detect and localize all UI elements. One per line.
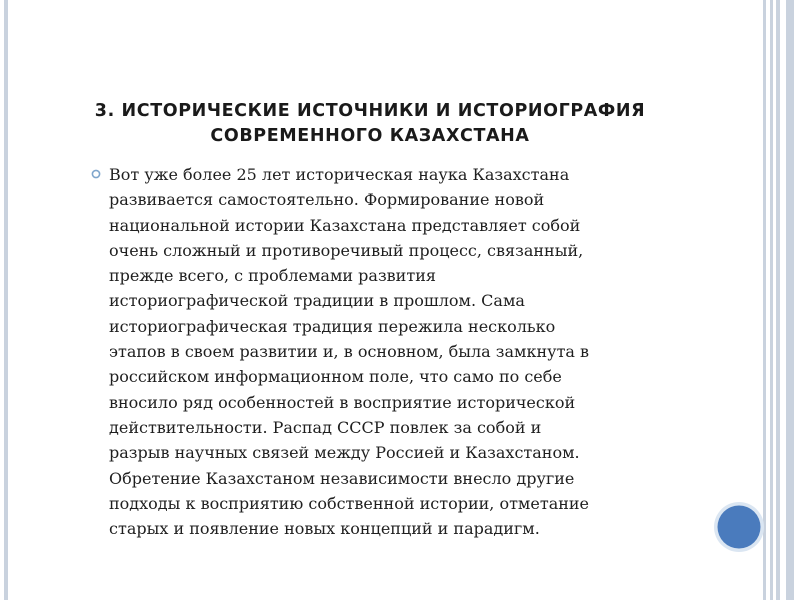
slide-title-line: 3. ИСТОРИЧЕСКИЕ ИСТОЧНИКИ И ИСТОРИОГРАФИЯ (94, 101, 646, 121)
body-line: очень сложный и противоречивый процесс, связанный, (109, 240, 584, 260)
slide-title (30, 99, 710, 149)
body-line: Обретение Казахстаном независимости внесло другие (109, 468, 575, 488)
right-border-stripe (786, 0, 794, 600)
body-line: прежде всего, с проблемами развития (109, 266, 436, 286)
right-border-stripe (770, 0, 773, 600)
right-border-stripe (776, 0, 780, 600)
body-line: Вот уже более 25 лет историческая наука Казахстана (109, 165, 570, 184)
body-paragraph (109, 162, 699, 541)
body-line: подходы к восприятию собственной истории, отметание (109, 493, 590, 513)
slide-title-line: СОВРЕМЕННОГО КАЗАХСТАНА (210, 126, 530, 146)
left-border-stripe (4, 0, 8, 600)
body-line: российском информационном поле, что само по себе (109, 367, 562, 387)
body-line: этапов в своем развитии и, в основном, была замкнута в (109, 342, 590, 362)
body-line: разрыв научных связей между Россией и Казахстаном. (109, 443, 580, 463)
body-line: историографическая традиция пережила несколько (109, 316, 556, 336)
decorative-circle-icon (713, 501, 765, 553)
body-line: развивается самостоятельно. Формирование новой (109, 190, 545, 210)
body-line: вносило ряд особенностей в восприятие исторической (109, 392, 576, 412)
bullet-circle-icon (91, 169, 101, 179)
body-line: национальной истории Казахстана представляет собой (109, 215, 581, 235)
body-line: действительности. Распад СССР повлек за собой и (109, 417, 542, 437)
body-line: старых и появление новых концепций и парадигм. (109, 519, 540, 539)
body-line: историографической традиции в прошлом. Сама (109, 291, 525, 311)
